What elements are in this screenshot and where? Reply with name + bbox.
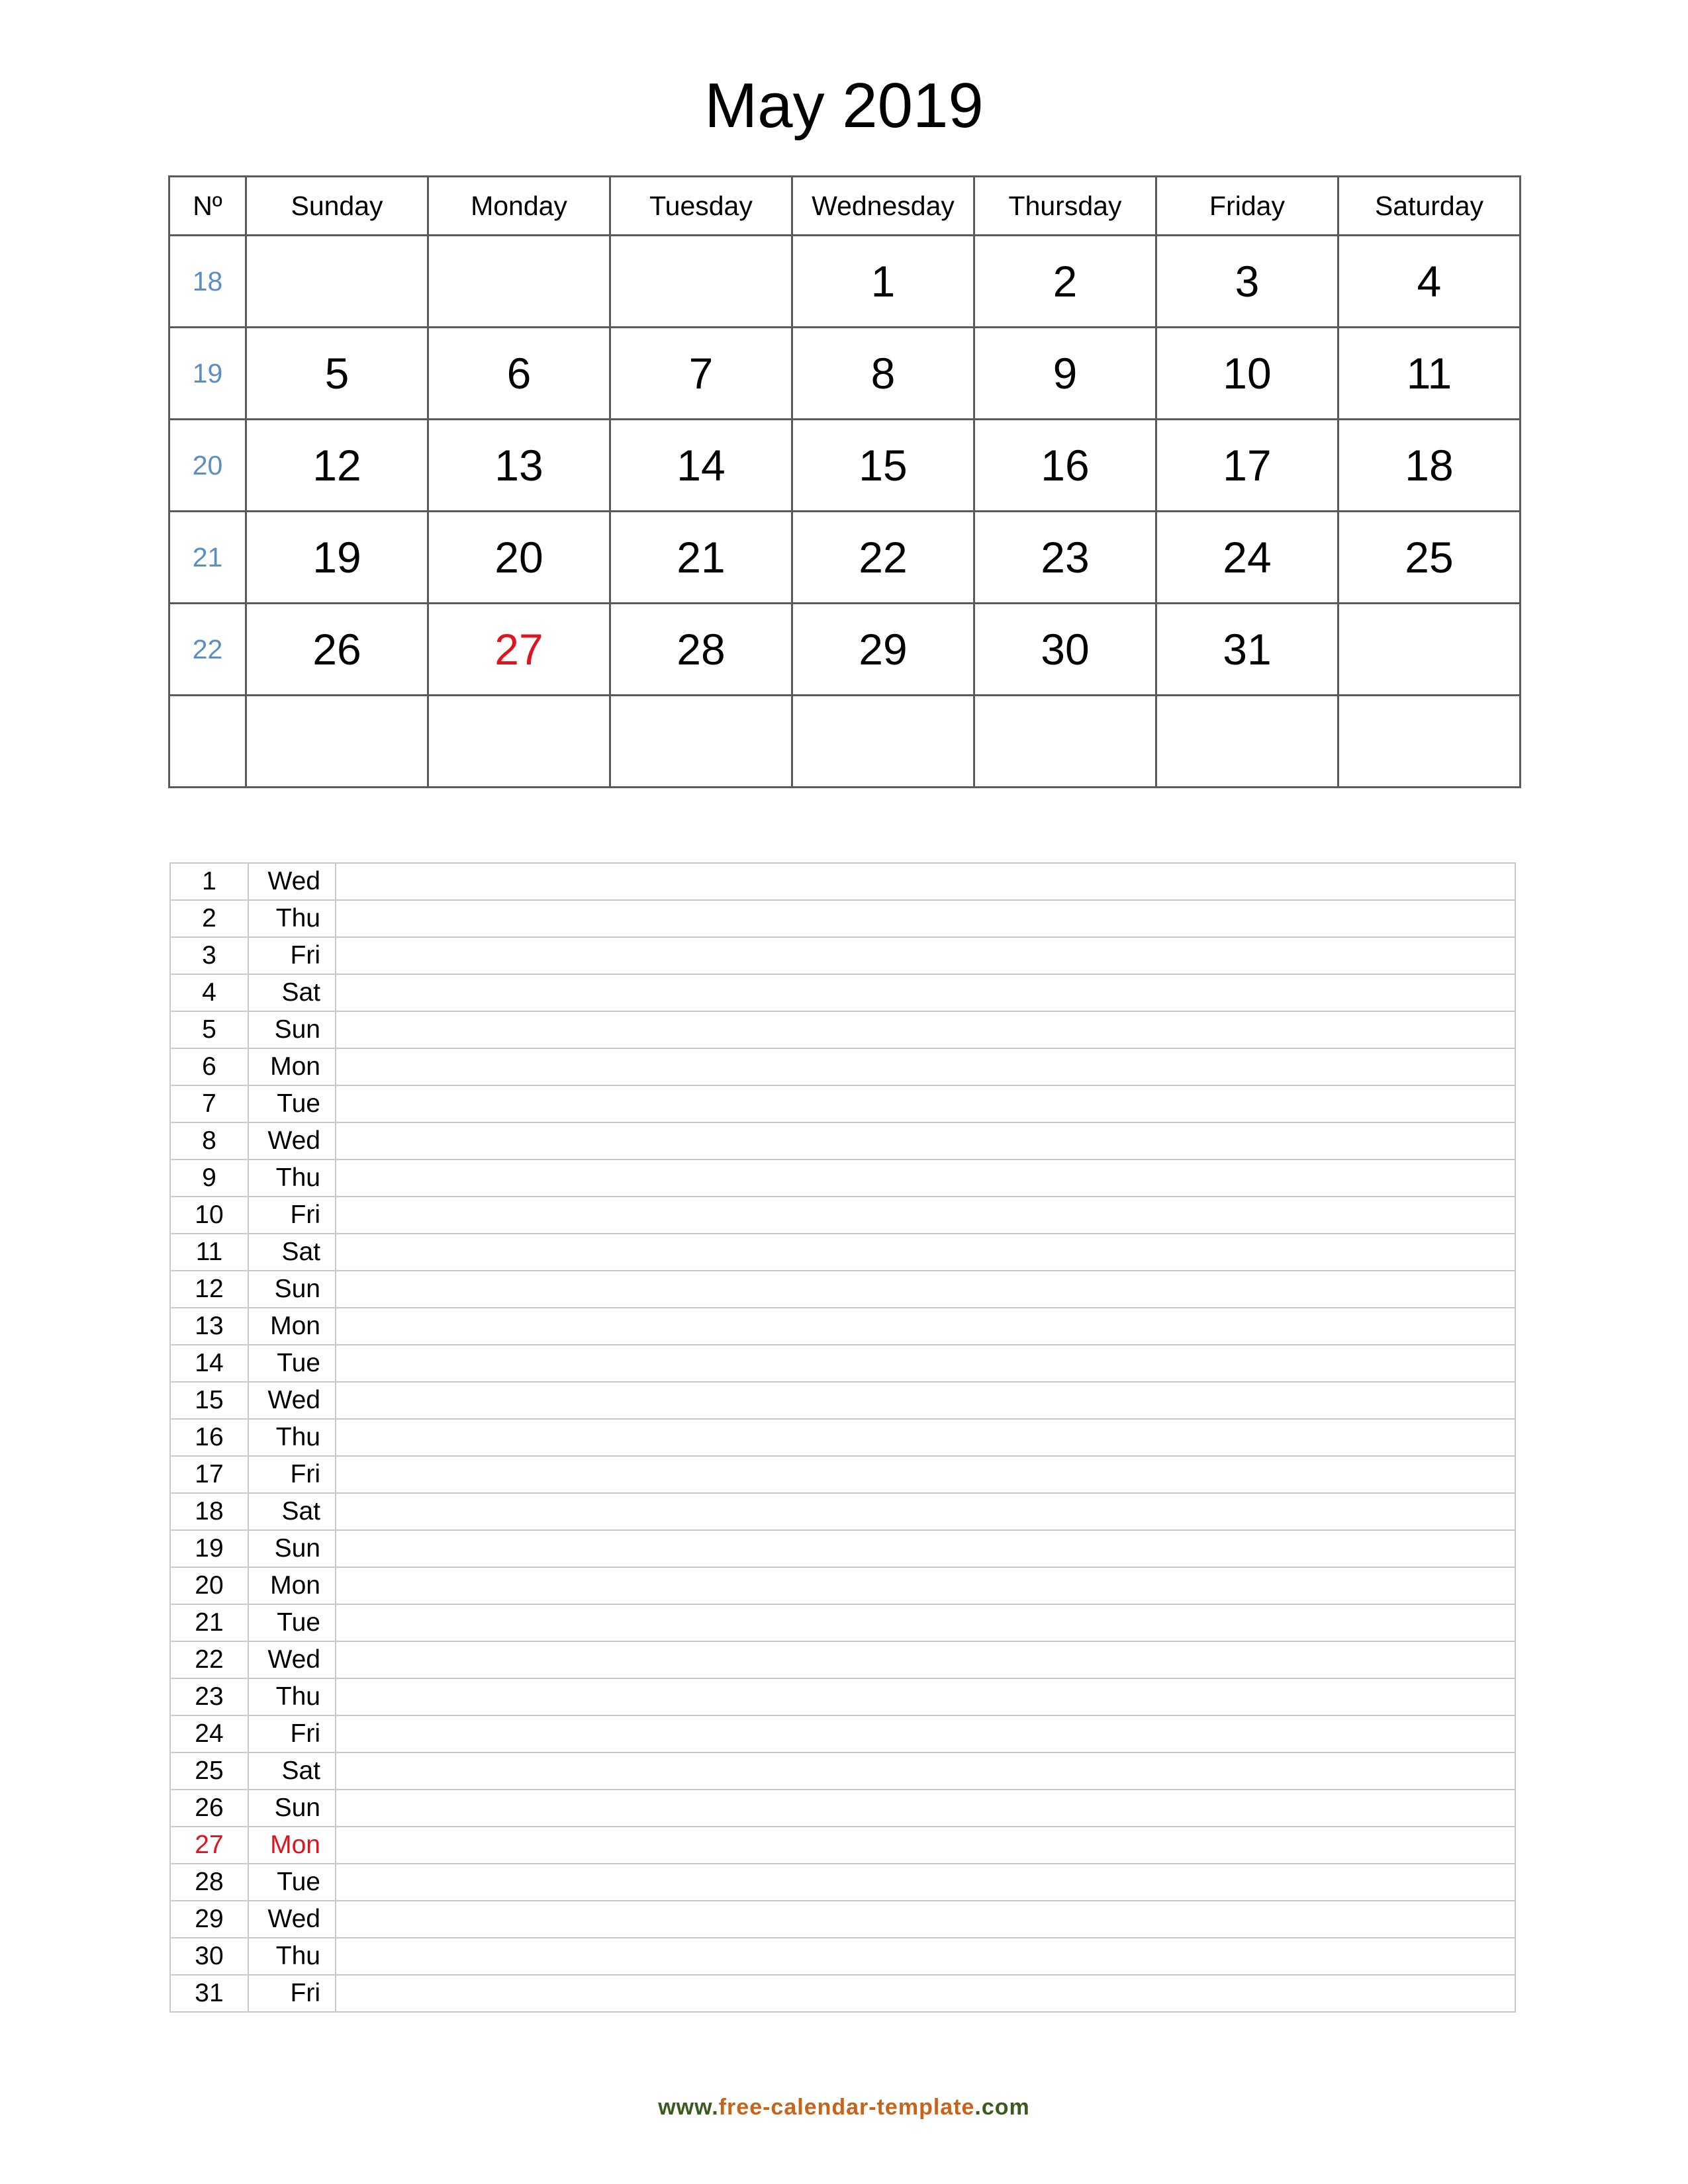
list-row [170, 1308, 1515, 1345]
day-cell [1338, 696, 1521, 788]
weekday-header-thursday: Thursday [974, 177, 1156, 236]
footer-suffix: .com [974, 2095, 1030, 2120]
list-day-number: 30 [170, 1938, 248, 1975]
day-cell: 1 [792, 236, 974, 328]
list-note-cell[interactable] [336, 1271, 1515, 1308]
weekday-header-friday: Friday [1156, 177, 1338, 236]
list-weekday: Sun [248, 1011, 336, 1048]
list-row [170, 1234, 1515, 1271]
list-weekday: Tue [248, 1604, 336, 1641]
list-note-cell[interactable] [336, 1011, 1515, 1048]
week-row [169, 420, 1521, 512]
list-row [170, 1011, 1515, 1048]
list-day-number: 6 [170, 1048, 248, 1085]
list-row [170, 1456, 1515, 1493]
weekday-header-sunday: Sunday [246, 177, 428, 236]
list-note-cell[interactable] [336, 1567, 1515, 1604]
list-note-cell[interactable] [336, 1085, 1515, 1122]
list-day-number: 7 [170, 1085, 248, 1122]
week-row [169, 512, 1521, 604]
day-cell: 28 [610, 604, 792, 696]
list-row [170, 1122, 1515, 1160]
list-weekday: Mon [248, 1308, 336, 1345]
day-cell: 10 [1156, 328, 1338, 420]
list-day-number: 1 [170, 863, 248, 900]
day-cell: 12 [246, 420, 428, 512]
list-day-number: 25 [170, 1752, 248, 1790]
list-note-cell[interactable] [336, 1197, 1515, 1234]
list-row [170, 1678, 1515, 1715]
list-note-cell[interactable] [336, 1975, 1515, 2012]
list-weekday: Thu [248, 900, 336, 937]
list-note-cell[interactable] [336, 1938, 1515, 1975]
list-weekday: Wed [248, 1641, 336, 1678]
month-grid [168, 175, 1521, 788]
list-note-cell[interactable] [336, 1048, 1515, 1085]
list-day-number: 2 [170, 900, 248, 937]
list-row [170, 1197, 1515, 1234]
list-day-number: 24 [170, 1715, 248, 1752]
list-day-number: 15 [170, 1382, 248, 1419]
day-cell [428, 696, 610, 788]
list-day-number: 16 [170, 1419, 248, 1456]
day-cell: 30 [974, 604, 1156, 696]
day-cell: 8 [792, 328, 974, 420]
list-row [170, 1530, 1515, 1567]
day-cell: 18 [1338, 420, 1521, 512]
week-number: 20 [169, 420, 246, 512]
list-note-cell[interactable] [336, 937, 1515, 974]
list-weekday: Fri [248, 1715, 336, 1752]
day-cell: 6 [428, 328, 610, 420]
list-note-cell[interactable] [336, 1345, 1515, 1382]
list-weekday: Sun [248, 1790, 336, 1827]
list-row [170, 1790, 1515, 1827]
week-number [169, 696, 246, 788]
day-cell: 26 [246, 604, 428, 696]
list-note-cell[interactable] [336, 1752, 1515, 1790]
day-cell [428, 236, 610, 328]
list-day-number: 12 [170, 1271, 248, 1308]
week-row [169, 696, 1521, 788]
list-row [170, 1752, 1515, 1790]
weekday-header-tuesday: Tuesday [610, 177, 792, 236]
weekday-header-saturday: Saturday [1338, 177, 1521, 236]
list-note-cell[interactable] [336, 1641, 1515, 1678]
list-note-cell[interactable] [336, 974, 1515, 1011]
week-row [169, 236, 1521, 328]
list-note-cell[interactable] [336, 1827, 1515, 1864]
list-note-cell[interactable] [336, 1530, 1515, 1567]
list-note-cell[interactable] [336, 1678, 1515, 1715]
list-weekday: Mon [248, 1048, 336, 1085]
list-weekday: Fri [248, 937, 336, 974]
list-note-cell[interactable] [336, 1493, 1515, 1530]
footer-site-name: free-calendar-template [718, 2095, 975, 2120]
list-row [170, 1048, 1515, 1085]
week-row [169, 604, 1521, 696]
list-row [170, 1975, 1515, 2012]
day-cell [1156, 696, 1338, 788]
day-cell: 25 [1338, 512, 1521, 604]
list-note-cell[interactable] [336, 1456, 1515, 1493]
list-day-number: 29 [170, 1901, 248, 1938]
list-day-number: 28 [170, 1864, 248, 1901]
list-weekday: Sat [248, 1493, 336, 1530]
day-cell [246, 236, 428, 328]
weekday-header-wednesday: Wednesday [792, 177, 974, 236]
list-note-cell[interactable] [336, 1160, 1515, 1197]
calendar-title: May 2019 [704, 70, 984, 141]
list-note-cell[interactable] [336, 1308, 1515, 1345]
list-row [170, 1493, 1515, 1530]
footer-prefix: www. [658, 2095, 719, 2120]
day-cell: 11 [1338, 328, 1521, 420]
day-cell: 23 [974, 512, 1156, 604]
list-weekday: Sun [248, 1271, 336, 1308]
list-note-cell[interactable] [336, 1234, 1515, 1271]
list-note-cell[interactable] [336, 1122, 1515, 1160]
list-day-number: 5 [170, 1011, 248, 1048]
list-day-number: 13 [170, 1308, 248, 1345]
list-row [170, 1938, 1515, 1975]
week-number: 18 [169, 236, 246, 328]
list-day-number: 14 [170, 1345, 248, 1382]
list-note-cell[interactable] [336, 1715, 1515, 1752]
day-cell: 22 [792, 512, 974, 604]
list-day-number: 9 [170, 1160, 248, 1197]
list-day-number: 18 [170, 1493, 248, 1530]
day-cell: 7 [610, 328, 792, 420]
list-weekday: Tue [248, 1085, 336, 1122]
list-day-number: 10 [170, 1197, 248, 1234]
day-cell: 19 [246, 512, 428, 604]
list-note-cell[interactable] [336, 1790, 1515, 1827]
list-weekday: Fri [248, 1975, 336, 2012]
list-row [170, 1715, 1515, 1752]
list-weekday: Thu [248, 1938, 336, 1975]
day-cell: 29 [792, 604, 974, 696]
day-cell [610, 696, 792, 788]
day-cell: 20 [428, 512, 610, 604]
list-note-cell[interactable] [336, 863, 1515, 900]
week-row [169, 328, 1521, 420]
list-note-cell[interactable] [336, 900, 1515, 937]
list-row [170, 1641, 1515, 1678]
list-row [170, 900, 1515, 937]
list-row [170, 1419, 1515, 1456]
list-row [170, 1864, 1515, 1901]
day-cell: 31 [1156, 604, 1338, 696]
list-day-number: 20 [170, 1567, 248, 1604]
list-weekday: Tue [248, 1345, 336, 1382]
week-number-header: Nº [169, 177, 246, 236]
list-day-number: 17 [170, 1456, 248, 1493]
list-day-number: 19 [170, 1530, 248, 1567]
list-note-cell[interactable] [336, 1901, 1515, 1938]
footer-website [0, 2095, 1688, 2120]
day-cell: 15 [792, 420, 974, 512]
day-cell [246, 696, 428, 788]
list-note-cell[interactable] [336, 1382, 1515, 1419]
list-weekday: Thu [248, 1678, 336, 1715]
day-cell: 2 [974, 236, 1156, 328]
day-cell: 13 [428, 420, 610, 512]
list-weekday: Mon [248, 1827, 336, 1864]
list-weekday: Tue [248, 1864, 336, 1901]
list-weekday: Thu [248, 1419, 336, 1456]
list-weekday: Fri [248, 1197, 336, 1234]
weekday-header-monday: Monday [428, 177, 610, 236]
list-row [170, 1160, 1515, 1197]
list-row [170, 937, 1515, 974]
list-weekday: Wed [248, 1382, 336, 1419]
day-cell: 24 [1156, 512, 1338, 604]
day-cell: 5 [246, 328, 428, 420]
list-weekday: Sat [248, 1752, 336, 1790]
list-weekday: Sun [248, 1530, 336, 1567]
list-row [170, 1382, 1515, 1419]
list-day-number: 23 [170, 1678, 248, 1715]
week-number: 22 [169, 604, 246, 696]
list-row [170, 1085, 1515, 1122]
day-cell [792, 696, 974, 788]
list-day-number: 21 [170, 1604, 248, 1641]
day-cell: 27 [428, 604, 610, 696]
day-cell [1338, 604, 1521, 696]
list-day-number: 3 [170, 937, 248, 974]
list-row [170, 1827, 1515, 1864]
day-cell: 14 [610, 420, 792, 512]
daily-notes-list [169, 862, 1516, 2013]
day-cell: 4 [1338, 236, 1521, 328]
list-weekday: Sat [248, 1234, 336, 1271]
list-day-number: 4 [170, 974, 248, 1011]
list-day-number: 22 [170, 1641, 248, 1678]
list-weekday: Sat [248, 974, 336, 1011]
day-cell [974, 696, 1156, 788]
list-weekday: Mon [248, 1567, 336, 1604]
list-row [170, 974, 1515, 1011]
list-row [170, 1345, 1515, 1382]
list-weekday: Wed [248, 1122, 336, 1160]
list-day-number: 26 [170, 1790, 248, 1827]
list-day-number: 31 [170, 1975, 248, 2012]
day-cell: 16 [974, 420, 1156, 512]
list-day-number: 27 [170, 1827, 248, 1864]
list-row [170, 863, 1515, 900]
list-day-number: 11 [170, 1234, 248, 1271]
list-row [170, 1567, 1515, 1604]
day-cell: 17 [1156, 420, 1338, 512]
week-number: 19 [169, 328, 246, 420]
list-row [170, 1901, 1515, 1938]
day-cell: 3 [1156, 236, 1338, 328]
weekday-header-row [169, 177, 1521, 236]
list-note-cell[interactable] [336, 1419, 1515, 1456]
list-row [170, 1604, 1515, 1641]
week-number: 21 [169, 512, 246, 604]
list-weekday: Wed [248, 863, 336, 900]
list-weekday: Wed [248, 1901, 336, 1938]
list-weekday: Fri [248, 1456, 336, 1493]
day-cell: 21 [610, 512, 792, 604]
day-cell [610, 236, 792, 328]
day-cell: 9 [974, 328, 1156, 420]
list-note-cell[interactable] [336, 1604, 1515, 1641]
list-day-number: 8 [170, 1122, 248, 1160]
list-row [170, 1271, 1515, 1308]
list-weekday: Thu [248, 1160, 336, 1197]
list-note-cell[interactable] [336, 1864, 1515, 1901]
